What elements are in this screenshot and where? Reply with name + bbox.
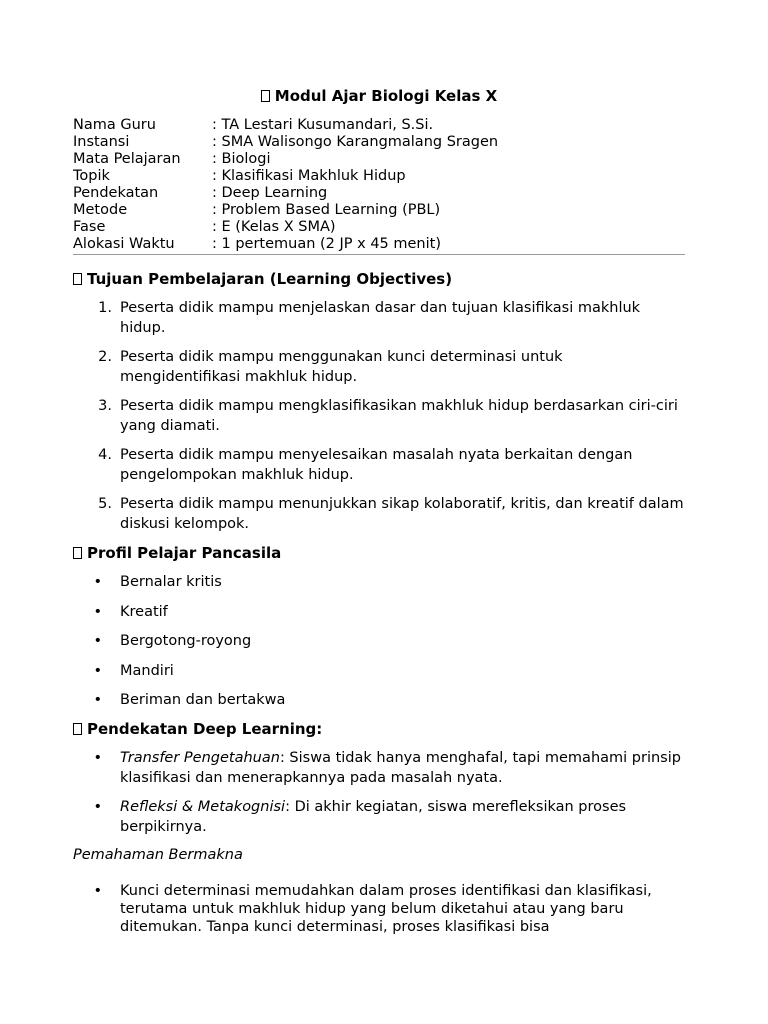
profil-title: Profil Pelajar Pancasila (73, 543, 685, 563)
info-value: : Klasifikasi Makhluk Hidup (212, 168, 406, 184)
objective-item (73, 445, 685, 485)
list-number: 3. (98, 398, 112, 414)
info-row (73, 134, 685, 151)
info-label: Topik (73, 168, 110, 184)
objective-item (73, 396, 685, 436)
list-number: 5. (98, 496, 112, 512)
square-emoji-icon (261, 90, 270, 102)
info-label: Instansi (73, 134, 130, 150)
square-emoji-icon (73, 273, 82, 285)
bullet-icon: • (93, 692, 102, 708)
info-label: Mata Pelajaran (73, 151, 181, 167)
list-number: 4. (98, 447, 112, 463)
info-label: Metode (73, 202, 128, 218)
objective-text: Peserta didik mampu mengklasifikasikan makhluk hidup berdasarkan ciri-ciri yang diamati. (120, 398, 678, 434)
deep-learning-item (73, 748, 685, 788)
objective-text: Peserta didik mampu menunjukkan sikap kolaboratif, kritis, dan kreatif dalam diskusi kelompok. (120, 496, 684, 532)
profil-text: Mandiri (120, 662, 174, 679)
bullet-icon: • (93, 633, 102, 649)
deep-learning-list (73, 748, 685, 837)
objectives-title: Tujuan Pembelajaran (Learning Objectives) (73, 269, 685, 289)
profil-text: Beriman dan bertakwa (120, 692, 286, 708)
profil-item (73, 631, 685, 651)
pemahaman-item (73, 882, 685, 936)
list-number: 2. (98, 349, 112, 365)
info-value: : Biologi (212, 151, 271, 167)
bullet-icon: • (93, 603, 102, 620)
objective-item (73, 347, 685, 387)
deep-learning-term: Transfer Pengetahuan (120, 750, 280, 766)
info-row (73, 151, 685, 168)
profil-text: Bernalar kritis (120, 574, 222, 590)
objective-text: Peserta didik mampu menggunakan kunci determinasi untuk mengidentifikasi makhluk hidup. (120, 349, 563, 385)
info-row (73, 219, 685, 236)
deep-learning-text: : Di akhir kegiatan, siswa merefleksikan proses berpikirnya. (120, 799, 627, 835)
deep-learning-title: Pendekatan Deep Learning: (73, 719, 685, 739)
pemahaman-heading: Pemahaman Bermakna (73, 847, 243, 863)
bullet-icon: • (93, 750, 102, 766)
profil-item (73, 572, 685, 592)
pemahaman-text: Kunci determinasi memudahkan dalam proses identifikasi dan klasifikasi, terutama untuk makhluk hidup yang belum diketahui atau yang baru ditemukan. Tanpa kunci determinasi, proses klasifikasi bisa (120, 883, 652, 935)
document-title-text: Modul Ajar Biologi Kelas X (274, 87, 498, 105)
info-row (73, 168, 685, 185)
info-label: Alokasi Waktu (73, 236, 175, 252)
info-label: Nama Guru (73, 117, 156, 133)
profil-text: Bergotong-royong (120, 633, 252, 649)
bullet-icon: • (93, 883, 102, 899)
info-row (73, 202, 685, 219)
profil-item (73, 661, 685, 681)
bullet-icon: • (93, 662, 102, 679)
profil-list (73, 572, 685, 710)
info-value: : 1 pertemuan (2 JP x 45 menit) (212, 236, 441, 252)
divider (73, 254, 685, 255)
document-page (73, 86, 685, 936)
profil-item (73, 690, 685, 710)
info-value: : E (Kelas X SMA) (212, 219, 336, 235)
list-number: 1. (98, 300, 112, 316)
deep-learning-text: : Siswa tidak hanya menghafal, tapi memahami prinsip klasifikasi dan menerapkannya pada masalah nyata. (120, 750, 681, 786)
pemahaman-list (73, 882, 685, 936)
bullet-icon: • (93, 799, 102, 815)
info-label: Fase (73, 219, 106, 235)
deep-learning-item (73, 797, 685, 837)
deep-learning-term: Refleksi & Metakognisi (120, 799, 286, 815)
objectives-list (73, 298, 685, 534)
document-title (73, 86, 685, 106)
objective-item (73, 494, 685, 534)
info-table (73, 117, 685, 253)
info-label: Pendekatan (73, 185, 159, 201)
objective-text: Peserta didik mampu menjelaskan dasar dan tujuan klasifikasi makhluk hidup. (120, 300, 641, 336)
square-emoji-icon (73, 547, 82, 559)
objective-item (73, 298, 685, 338)
info-row (73, 236, 685, 253)
bullet-icon: • (93, 574, 102, 590)
info-row (73, 117, 685, 134)
info-value: : Deep Learning (212, 185, 328, 201)
square-emoji-icon (73, 723, 82, 735)
profil-text: Kreatif (120, 603, 168, 620)
info-row (73, 185, 685, 202)
profil-item (73, 602, 685, 622)
objective-text: Peserta didik mampu menyelesaikan masalah nyata berkaitan dengan pengelompokan makhluk hidup. (120, 447, 633, 483)
info-value: : SMA Walisongo Karangmalang Sragen (212, 134, 499, 150)
info-value: : TA Lestari Kusumandari, S.Si. (212, 117, 434, 133)
info-value: : Problem Based Learning (PBL) (212, 202, 441, 218)
